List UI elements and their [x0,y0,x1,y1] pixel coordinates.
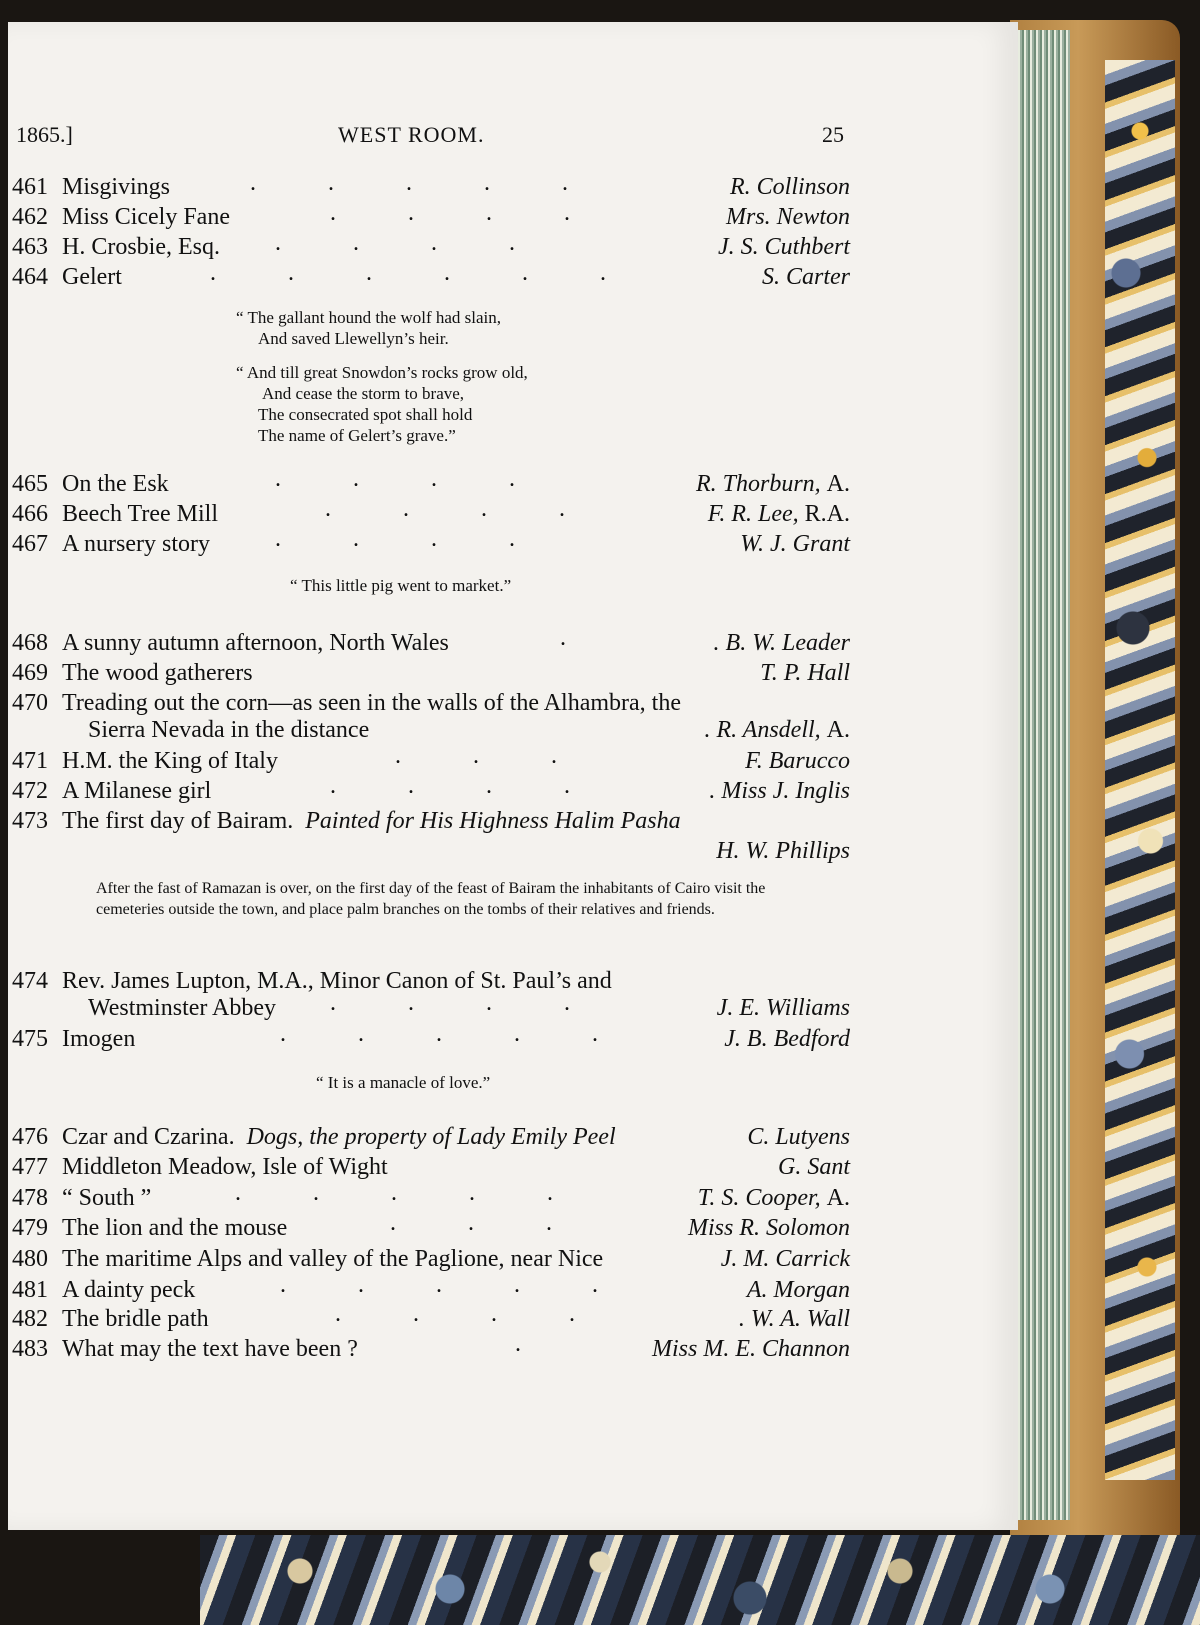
entry-title: A sunny autumn afternoon, North Wales [62,630,449,656]
entry-artist: F. R. Lee, R.A. [707,501,850,527]
leader-dots: . . . . . [280,1272,598,1298]
entry-title: What may the text have been ? [62,1336,358,1362]
entry-number: 475 [12,1026,48,1052]
leader-dots: . [515,1331,521,1357]
entry-artist: Miss R. Solomon [688,1215,850,1241]
entry-number: 479 [12,1215,48,1241]
quote-line: “ This little pig went to market.” [290,576,512,595]
header-page-number: 25 [822,122,844,147]
leader-dots: . . . . . [280,1021,598,1047]
entry-artist: G. Sant [778,1154,850,1180]
header-year: 1865.] [16,122,73,147]
entry-artist: Miss M. E. Channon [652,1336,850,1362]
leader-dots: . . . [395,743,557,769]
entry-title-continued: Westminster Abbey [88,995,277,1021]
quote-line: “ The gallant hound the wolf had slain, [236,308,502,327]
entry-number: 472 [12,778,48,804]
entry-number: 477 [12,1154,48,1180]
entry-title: Miss Cicely Fane [62,204,230,230]
leader-dots: . . . . [275,466,515,492]
leader-dots: . . . . [275,526,515,552]
entry-title: “ South ” [62,1185,152,1211]
entry-artist: R. Thorburn, A. [695,471,850,497]
entry-number: 480 [12,1246,48,1272]
leader-dots: . . . [390,1210,552,1236]
quote-line: And saved Llewellyn’s heir. [258,329,449,348]
leader-dots: . . . . . [250,170,568,196]
entry-artist: C. Lutyens [747,1124,850,1150]
entry-title: The bridle path [62,1306,209,1332]
leader-dots: . . . . [325,496,565,522]
marbled-bottom-edge [200,1535,1200,1625]
entry-artist: . B. W. Leader [713,630,850,656]
entry-title: Treading out the corn—as seen in the walls of the Alhambra, the [62,690,681,716]
entry-artist: W. J. Grant [740,531,850,557]
entry-artist: . Miss J. Inglis [709,778,850,804]
entry-title: The wood gatherers [62,660,253,686]
quote-line: “ It is a manacle of love.” [316,1073,491,1092]
quote-line: And cease the storm to brave, [262,384,465,403]
entry-title: A nursery story [62,531,210,557]
marbled-endpaper [1105,60,1175,1480]
entry-number: 481 [12,1277,48,1303]
entry-title: Gelert [62,264,122,290]
entry-number: 462 [12,204,48,230]
entry-artist: J. E. Williams [716,995,850,1021]
entry-artist: J. B. Bedford [724,1026,850,1052]
entry-row [0,1124,1000,1154]
entry-number: 467 [12,531,48,557]
entry-title: Imogen [62,1026,136,1052]
entry-number: 464 [12,264,48,290]
entry-number: 482 [12,1306,48,1332]
entry-artist: S. Carter [761,264,850,290]
leader-dots: . . . . [330,200,570,226]
entry-title: The lion and the mouse [62,1215,288,1241]
entry-artist: Mrs. Newton [725,204,850,230]
entry-title: Czar and Czarina. Dogs, the property of Lady Emily Peel [62,1124,616,1150]
entry-number: 470 [12,690,48,716]
leader-dots: . . . . . [235,1180,553,1206]
entry-number: 468 [12,630,48,656]
entry-title: A dainty peck [62,1277,196,1303]
entry-title: Beech Tree Mill [62,501,218,527]
entry-number: 473 [12,808,48,834]
leader-dots: . . . . [330,990,570,1016]
entry-number: 476 [12,1124,48,1150]
entry-row-continued [0,838,1000,868]
entry-number: 483 [12,1336,48,1362]
quote-line: “ And till great Snowdon’s rocks grow old, [236,363,528,382]
leader-dots: . [560,625,566,651]
entry-number: 463 [12,234,48,260]
entry-title: A Milanese girl [62,778,212,804]
entry-artist: J. S. Cuthbert [718,234,850,260]
entry-title: The first day of Bairam. Painted for His Highness Halim Pasha [62,808,681,834]
entry-artist: . W. A. Wall [738,1306,850,1332]
entry-row [0,630,1000,660]
entry-artist: A. Morgan [746,1277,850,1303]
entry-artist: R. Collinson [729,174,850,200]
entry-row [0,1336,1000,1366]
page-edges [1010,30,1070,1520]
quote-line: The consecrated spot shall hold [258,405,473,424]
entry-title: The maritime Alps and valley of the Paglione, near Nice [62,1246,604,1272]
quote-line: The name of Gelert’s grave.” [258,426,456,445]
entry-title: On the Esk [62,471,169,497]
entry-artist: J. M. Carrick [720,1246,850,1272]
entry-row [0,690,1000,720]
leader-dots: . . . . [335,1301,575,1327]
leader-dots: . . . . [330,773,570,799]
entry-note: After the fast of Ramazan is over, on the first day of the feast of Bairam the inhabitants of Cairo visit the cemeteries outside the town, and place palm branches on the tombs of their relatives and friends. [96,880,766,918]
header-room: WEST ROOM. [338,122,485,147]
leader-dots: . . . . [275,230,515,256]
entry-artist: F. Barucco [745,748,850,774]
entry-title: H.M. the King of Italy [62,748,278,774]
entry-row [0,808,1000,838]
entry-number: 469 [12,660,48,686]
entry-number: 478 [12,1185,48,1211]
entry-artist: T. P. Hall [760,660,850,686]
entry-artist: . R. Ansdell, A. [704,717,850,743]
entry-title-continued: Sierra Nevada in the distance [88,717,370,743]
entry-number: 465 [12,471,48,497]
entry-title: Rev. James Lupton, M.A., Minor Canon of St. Paul’s and [62,968,612,994]
entry-title: Middleton Meadow, Isle of Wight [62,1154,388,1180]
entry-row [0,660,1000,690]
entry-number: 466 [12,501,48,527]
entry-title: H. Crosbie, Esq. [62,234,220,260]
entry-title: Misgivings [62,174,171,200]
entry-number: 471 [12,748,48,774]
entry-artist: T. S. Cooper, A. [697,1185,850,1211]
entry-number: 474 [12,968,48,994]
entry-number: 461 [12,174,48,200]
entry-artist: H. W. Phillips [716,838,850,864]
leader-dots: . . . . . . [210,260,606,286]
